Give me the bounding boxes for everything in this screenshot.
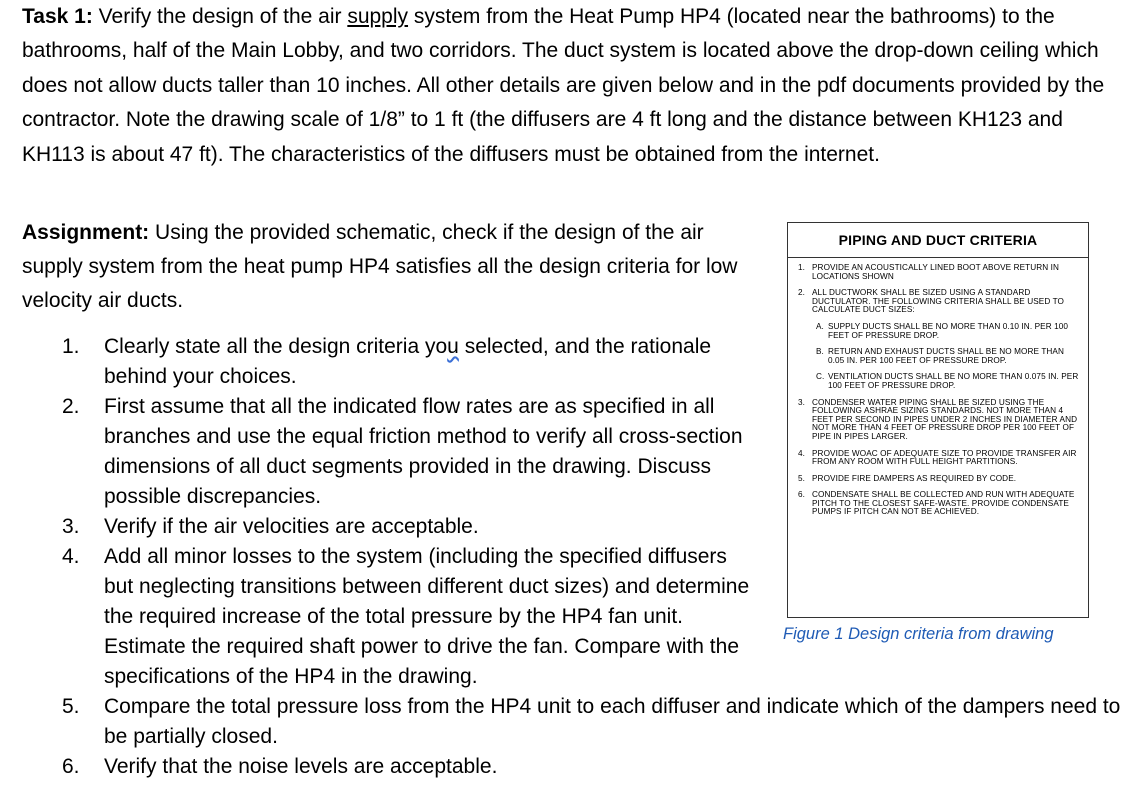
- criteria-number: 4.: [798, 448, 806, 458]
- criteria-subitem: [816, 348, 1080, 365]
- criteria-text: PROVIDE WOAC OF ADEQUATE SIZE TO PROVIDE TRANSFER AIR FROM ANY ROOM WITH FULL HEIGHT PARTITIONS.: [812, 448, 1077, 467]
- step-number: 3.: [62, 515, 80, 538]
- criteria-sub-text: VENTILATION DUCTS SHALL BE NO MORE THAN 0.075 IN. PER 100 FEET OF PRESSURE DROP.: [828, 372, 1079, 390]
- criteria-sub-text: SUPPLY DUCTS SHALL BE NO MORE THAN 0.10 IN. PER 100 FEET OF PRESSURE DROP.: [828, 321, 1069, 340]
- criteria-sub-letter: B.: [816, 347, 824, 357]
- step-item: [62, 692, 1122, 752]
- assignment-label: Assignment:: [22, 221, 150, 244]
- step-text: Verify that the noise levels are acceptable.: [104, 755, 498, 778]
- criteria-item: [798, 491, 1080, 517]
- task-label: Task 1:: [22, 5, 93, 28]
- criteria-sub-letter: A.: [816, 321, 824, 331]
- step-number: 5.: [62, 695, 80, 718]
- step-item: [62, 512, 754, 542]
- figure-caption: Figure 1 Design criteria from drawing: [783, 625, 1054, 643]
- assignment-paragraph: [22, 216, 762, 318]
- criteria-text: CONDENSER WATER PIPING SHALL BE SIZED USING THE FOLLOWING ASHRAE SIZING STANDARDS. NOT MORE THAN 4 FEET PER SECOND IN PIPES UNDER 2 INCHES IN DIAMETER AND NOT MORE THAN 4 FEET OF PRESSURE DROP PER 100 FEET OF PIPE IN PIPES LARGER.: [812, 397, 1078, 441]
- step-number: 6.: [62, 755, 80, 778]
- criteria-figure: [787, 222, 1089, 618]
- criteria-item: [798, 475, 1080, 484]
- step-number: 2.: [62, 395, 80, 418]
- step-text: Compare the total pressure loss from the HP4 unit to each diffuser and indicate which of the dampers need to be partially closed.: [104, 695, 1121, 748]
- task-paragraph: [22, 0, 1122, 172]
- criteria-number: 3.: [798, 397, 806, 407]
- criteria-text: PROVIDE AN ACOUSTICALLY LINED BOOT ABOVE RETURN IN LOCATIONS SHOWN: [812, 263, 1060, 281]
- step-text: First assume that all the indicated flow rates are as specified in all branches and use the equal friction method to verify all cross-section dimensions of all duct segments provided in the drawing. Discuss possible discrepancies.: [104, 395, 743, 508]
- criteria-sub-text: RETURN AND EXHAUST DUCTS SHALL BE NO MORE THAN 0.05 IN. PER 100 FEET OF PRESSURE DROP.: [828, 347, 1065, 365]
- task-text-rest: system from the Heat Pump HP4 (located near the bathrooms) to the bathrooms, half of the Main Lobby, and two corridors. The duct system is located above the drop-down ceiling which does not allow ducts taller than 10 inches. All other details are given below and in the pdf documents provided by the contractor. Note the drawing scale of 1/8” to 1 ft (the diffusers are 4 ft long and the distance between KH123 and KH113 is about 47 ft). The characteristics of the diffusers must be obtained from the internet.: [22, 5, 1105, 166]
- criteria-text: CONDENSATE SHALL BE COLLECTED AND RUN WITH ADEQUATE PITCH TO THE CLOSEST SAFE-WASTE. PROVIDE CONDENSATE PUMPS IF PITCH CAN NOT BE ACHIEVED.: [812, 490, 1075, 517]
- criteria-item: [798, 289, 1080, 315]
- step-item: [62, 542, 754, 692]
- criteria-number: 2.: [798, 288, 806, 298]
- criteria-title: PIPING AND DUCT CRITERIA: [788, 223, 1088, 258]
- assignment-text: Using the provided schematic, check if the design of the air supply system from the heat pump HP4 satisfies all the design criteria for low velocity air ducts.: [22, 221, 738, 312]
- criteria-text: PROVIDE FIRE DAMPERS AS REQUIRED BY CODE.: [812, 473, 1017, 483]
- step-item: [62, 392, 754, 512]
- criteria-item: [798, 399, 1080, 442]
- criteria-item: [798, 264, 1080, 281]
- step-number: 4.: [62, 545, 80, 568]
- spellcheck-mark: u: [447, 335, 459, 358]
- step-item: [62, 752, 1122, 782]
- criteria-subitem: [816, 373, 1080, 390]
- step-text: Clearly state all the design criteria yo: [104, 335, 448, 358]
- step-text: Verify if the air velocities are acceptable.: [104, 515, 479, 538]
- criteria-number: 6.: [798, 490, 806, 500]
- criteria-item: [798, 450, 1080, 467]
- step-number: 1.: [62, 335, 80, 358]
- criteria-number: 5.: [798, 473, 806, 483]
- step-text-end: selected, and the rationale behind your choices.: [104, 335, 712, 388]
- criteria-number: 1.: [798, 263, 806, 272]
- criteria-subitem: [816, 323, 1080, 340]
- task-text-start: Verify the design of the air: [98, 5, 342, 28]
- step-text: Add all minor losses to the system (including the specified diffusers but neglecting transitions between different duct sizes) and determine the required increase of the total pressure by the HP4 fan unit. Estimate the required shaft power to drive the fan. Compare with the specifications of the HP4 in the drawing.: [104, 545, 750, 688]
- criteria-list: [788, 258, 1088, 517]
- criteria-text: ALL DUCTWORK SHALL BE SIZED USING A STANDARD DUCTULATOR. THE FOLLOWING CRITERIA SHALL BE USED TO CALCULATE DUCT SIZES:: [812, 288, 1064, 315]
- task-underlined-word: supply: [347, 5, 409, 28]
- step-item: [62, 332, 754, 392]
- criteria-sub-letter: C.: [816, 372, 825, 382]
